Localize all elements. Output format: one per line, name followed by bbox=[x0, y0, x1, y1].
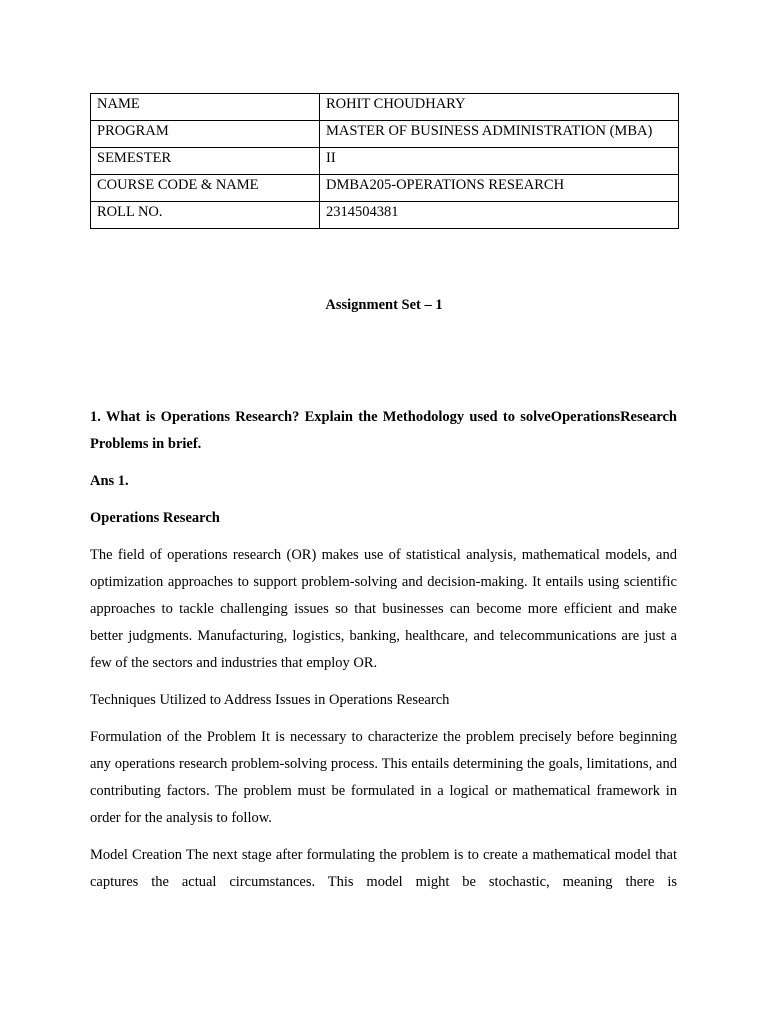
question-text: 1. What is Operations Research? Explain the Methodology used to solveOperationsResearch Problems in brief. bbox=[90, 409, 677, 452]
row-value: MASTER OF BUSINESS ADMINISTRATION (MBA) bbox=[320, 121, 679, 148]
paragraph: Model Creation The next stage after formulating the problem is to create a mathematical model that captures the actual circumstances. This model might be stochastic, meaning there is bbox=[90, 847, 677, 890]
paragraph: The field of operations research (OR) makes use of statistical analysis, mathematical models, and optimization approaches to support problem-solving and decision-making. It entails using scientific approaches to tackle challenging issues so that businesses can become more efficient and make better judgments. Manufacturing, logistics, banking, healthcare, and telecommunications are just a few of the sectors and industries that employ OR. bbox=[90, 547, 677, 671]
row-value: II bbox=[320, 148, 679, 175]
table-row bbox=[91, 202, 679, 229]
table-row bbox=[91, 94, 679, 121]
section-heading: Operations Research bbox=[90, 510, 220, 526]
student-info-table bbox=[90, 93, 679, 229]
answer-label: Ans 1. bbox=[90, 473, 129, 489]
row-value: DMBA205-OPERATIONS RESEARCH bbox=[320, 175, 679, 202]
row-label: SEMESTER bbox=[91, 148, 320, 175]
table-row bbox=[91, 148, 679, 175]
assignment-title: Assignment Set – 1 bbox=[325, 297, 443, 313]
row-label: ROLL NO. bbox=[91, 202, 320, 229]
row-label: NAME bbox=[91, 94, 320, 121]
row-value: ROHIT CHOUDHARY bbox=[320, 94, 679, 121]
table-row bbox=[91, 121, 679, 148]
row-value: 2314504381 bbox=[320, 202, 679, 229]
table-row bbox=[91, 175, 679, 202]
row-label: PROGRAM bbox=[91, 121, 320, 148]
row-label: COURSE CODE & NAME bbox=[91, 175, 320, 202]
paragraph: Formulation of the Problem It is necessary to characterize the problem precisely before beginning any operations research problem-solving process. This entails determining the goals, limitations, and contributing factors. The problem must be formulated in a logical or mathematical framework in order for the analysis to follow. bbox=[90, 729, 677, 826]
paragraph: Techniques Utilized to Address Issues in Operations Research bbox=[90, 692, 450, 708]
document-body bbox=[90, 404, 677, 906]
